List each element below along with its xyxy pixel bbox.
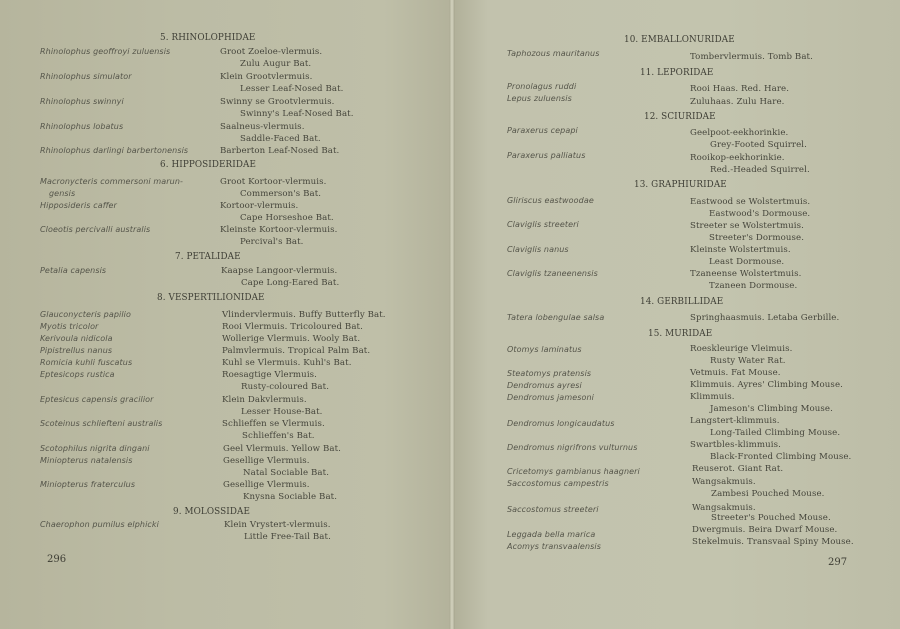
scientific-name: Dendromus nigrifrons vulturnus bbox=[507, 443, 638, 452]
common-name: Rusty Water Rat. bbox=[710, 356, 786, 366]
common-name: Lesser Leaf-Nosed Bat. bbox=[240, 84, 344, 94]
common-name: Wangsakmuis. bbox=[692, 503, 756, 513]
scientific-name: Gliriscus eastwoodae bbox=[507, 196, 594, 205]
common-name: Saddle-Faced Bat. bbox=[240, 134, 321, 144]
scientific-name: Claviglis nanus bbox=[507, 245, 569, 254]
scientific-name: Scoteinus schliefteni australis bbox=[40, 419, 163, 428]
family-heading: 9. MOLOSSIDAE bbox=[173, 507, 250, 517]
scientific-name: Scotophilus nigrita dingani bbox=[40, 444, 150, 453]
scientific-name: Pipistrellus nanus bbox=[40, 346, 113, 355]
scientific-name: Lepus zuluensis bbox=[507, 94, 572, 103]
common-name: Klimmuis. bbox=[690, 392, 735, 402]
scientific-name: Eptesicus capensis gracilior bbox=[40, 395, 154, 404]
scientific-name: Kerivoula nidicola bbox=[40, 334, 113, 343]
common-name: Gesellige Vlermuis. bbox=[223, 456, 310, 466]
common-name: Vlindervlermuis. Buffy Butterfly Bat. bbox=[222, 310, 386, 320]
common-name: Stekelmuis. Transvaal Spiny Mouse. bbox=[692, 537, 854, 547]
common-name: Zuluhaas. Zulu Hare. bbox=[690, 97, 785, 107]
page-number-right: 297 bbox=[828, 557, 848, 568]
family-heading: 14. GERBILLIDAE bbox=[640, 297, 724, 307]
scientific-name: Romicia kuhli fuscatus bbox=[40, 358, 133, 367]
family-heading: 7. PETALIDAE bbox=[175, 252, 241, 262]
common-name: Grey-Footed Squirrel. bbox=[710, 140, 807, 150]
scientific-name: Otomys laminatus bbox=[507, 345, 582, 354]
common-name: Groot Kortoor-vlermuis. bbox=[220, 177, 327, 187]
scientific-name: Eptesicops rustica bbox=[40, 370, 115, 379]
common-name: Gesellige Vlermuis. bbox=[223, 480, 310, 490]
common-name: Springhaasmuis. Letaba Gerbille. bbox=[690, 313, 840, 323]
family-heading: 11. LEPORIDAE bbox=[640, 68, 714, 78]
common-name: Eastwood se Wolstertmuis. bbox=[690, 197, 811, 207]
common-name: Rooi Vlermuis. Tricoloured Bat. bbox=[222, 322, 363, 332]
common-name: Tombervlermuis. Tomb Bat. bbox=[690, 52, 813, 62]
common-name: Cape Horseshoe Bat. bbox=[240, 213, 334, 223]
scientific-name: Rhinolophus geoffroyi zuluensis bbox=[40, 47, 171, 56]
common-name: Eastwood's Dormouse. bbox=[709, 209, 811, 219]
scientific-name: Dendromus ayresi bbox=[507, 381, 582, 390]
common-name: Tzaneen Dormouse. bbox=[709, 281, 798, 291]
book-gutter bbox=[449, 0, 455, 629]
scientific-name: Saccostomus streeteri bbox=[507, 505, 599, 514]
common-name: Dwergmuis. Beira Dwarf Mouse. bbox=[692, 525, 838, 535]
common-name: Kleinste Kortoor-vlermuis. bbox=[220, 225, 338, 235]
scientific-name: Dendromus jamesoni bbox=[507, 393, 594, 402]
common-name: Streeter se Wolstertmuis. bbox=[690, 221, 804, 231]
scientific-name: Steatomys pratensis bbox=[507, 369, 592, 378]
scientific-name: Hipposideris caffer bbox=[40, 201, 117, 210]
common-name: Kuhl se Vlermuis. Kuhl's Bat. bbox=[222, 358, 352, 368]
common-name: Geelpoot-eekhorinkie. bbox=[690, 128, 789, 138]
family-heading: 10. EMBALLONURIDAE bbox=[624, 35, 735, 45]
family-heading: 6. HIPPOSIDERIDAE bbox=[160, 160, 256, 170]
common-name: Streeter's Pouched Mouse. bbox=[711, 513, 831, 523]
scientific-name: Paraxerus cepapi bbox=[507, 126, 578, 135]
common-name: Schlieffen's Bat. bbox=[242, 431, 315, 441]
common-name: Jameson's Climbing Mouse. bbox=[710, 404, 833, 414]
common-name: Rooi Haas. Red. Hare. bbox=[690, 84, 790, 94]
common-name: Langstert-klimmuis. bbox=[690, 416, 780, 426]
scientific-name: Acomys transvaalensis bbox=[507, 542, 601, 551]
common-name: Swartbles-klimmuis. bbox=[690, 440, 781, 450]
common-name: Lesser House-Bat. bbox=[241, 407, 323, 417]
common-name: Long-Tailed Climbing Mouse. bbox=[710, 428, 841, 438]
scientific-name: Macronycteris commersoni marun- bbox=[40, 177, 183, 186]
common-name: Percival's Bat. bbox=[240, 237, 304, 247]
family-heading: 15. MURIDAE bbox=[648, 329, 713, 339]
family-heading: 13. GRAPHIURIDAE bbox=[634, 180, 727, 190]
scientific-name: gensis bbox=[49, 189, 76, 198]
common-name: Streeter's Dormouse. bbox=[709, 233, 805, 243]
scientific-name: Rhinolophus lobatus bbox=[40, 122, 124, 131]
scientific-name: Pronolagus ruddi bbox=[507, 82, 577, 91]
common-name: Klimmuis. Ayres' Climbing Mouse. bbox=[690, 380, 843, 390]
scientific-name: Cloeotis percivalli australis bbox=[40, 225, 151, 234]
scientific-name: Chaerophon pumilus elphicki bbox=[40, 520, 159, 529]
common-name: Vetmuis. Fat Mouse. bbox=[690, 368, 781, 378]
common-name: Zulu Augur Bat. bbox=[240, 59, 312, 69]
scientific-name: Glauconycteris papilio bbox=[40, 310, 131, 319]
common-name: Swinny's Leaf-Nosed Bat. bbox=[240, 109, 354, 119]
scientific-name: Rhinolophus swinnyi bbox=[40, 97, 124, 106]
family-heading: 8. VESPERTILIONIDAE bbox=[157, 293, 265, 303]
common-name: Saalneus-vlermuis. bbox=[220, 122, 305, 132]
common-name: Kortoor-vlermuis. bbox=[220, 201, 299, 211]
common-name: Klein Vrystert-vlermuis. bbox=[224, 520, 331, 530]
common-name: Kaapse Langoor-vlermuis. bbox=[221, 266, 338, 276]
scientific-name: Petalia capensis bbox=[40, 266, 107, 275]
common-name: Little Free-Tail Bat. bbox=[244, 532, 331, 542]
scientific-name: Claviglis streeteri bbox=[507, 220, 579, 229]
common-name: Geel Vlermuis. Yellow Bat. bbox=[223, 444, 341, 454]
scientific-name: Paraxerus palliatus bbox=[507, 151, 586, 160]
family-heading: 5. RHINOLOPHIDAE bbox=[160, 33, 256, 43]
common-name: Commerson's Bat. bbox=[240, 189, 322, 199]
scientific-name: Claviglis tzaneenensis bbox=[507, 269, 598, 278]
scientific-name: Dendromus longicaudatus bbox=[507, 419, 615, 428]
common-name: Natal Sociable Bat. bbox=[243, 468, 330, 478]
common-name: Palmvlermuis. Tropical Palm Bat. bbox=[222, 346, 371, 356]
common-name: Kleinste Wolstertmuis. bbox=[690, 245, 791, 255]
scientific-name: Myotis tricolor bbox=[40, 322, 99, 331]
page-number-left: 296 bbox=[47, 554, 67, 565]
common-name: Roeskleurige Vleimuis. bbox=[690, 344, 793, 354]
common-name: Groot Zoeloe-vlermuis. bbox=[220, 47, 323, 57]
common-name: Swinny se Grootvlermuis. bbox=[220, 97, 335, 107]
common-name: Cape Long-Eared Bat. bbox=[241, 278, 340, 288]
scientific-name: Rhinolophus darlingi barbertonensis bbox=[40, 146, 189, 155]
common-name: Reuserot. Giant Rat. bbox=[692, 464, 784, 474]
scientific-name: Miniopterus natalensis bbox=[40, 456, 133, 465]
common-name: Wangsakmuis. bbox=[692, 477, 756, 487]
scientific-name: Miniopterus fraterculus bbox=[40, 480, 136, 489]
common-name: Rooikop-eekhorinkie. bbox=[690, 153, 785, 163]
scientific-name: Taphozous mauritanus bbox=[507, 49, 600, 58]
scientific-name: Tatera lobengulae salsa bbox=[507, 313, 605, 322]
common-name: Klein Grootvlermuis. bbox=[220, 72, 313, 82]
scientific-name: Saccostomus campestris bbox=[507, 479, 609, 488]
common-name: Klein Dakvlermuis. bbox=[222, 395, 307, 405]
common-name: Black-Fronted Climbing Mouse. bbox=[710, 452, 852, 462]
scientific-name: Cricetomys gambianus haagneri bbox=[507, 467, 640, 476]
common-name: Knysna Sociable Bat. bbox=[243, 492, 338, 502]
family-heading: 12. SCIURIDAE bbox=[644, 112, 716, 122]
common-name: Schlieffen se Vlermuis. bbox=[222, 419, 325, 429]
common-name: Zambesi Pouched Mouse. bbox=[711, 489, 825, 499]
common-name: Wollerige Vlermuis. Wooly Bat. bbox=[222, 334, 361, 344]
common-name: Least Dormouse. bbox=[709, 257, 785, 267]
common-name: Red.-Headed Squirrel. bbox=[710, 165, 810, 175]
common-name: Tzaneense Wolstertmuis. bbox=[690, 269, 802, 279]
common-name: Rusty-coloured Bat. bbox=[241, 382, 330, 392]
scientific-name: Leggada bella marica bbox=[507, 530, 596, 539]
common-name: Barberton Leaf-Nosed Bat. bbox=[220, 146, 340, 156]
scientific-name: Rhinolophus simulator bbox=[40, 72, 132, 81]
common-name: Roesagtige Vlermuis. bbox=[222, 370, 318, 380]
